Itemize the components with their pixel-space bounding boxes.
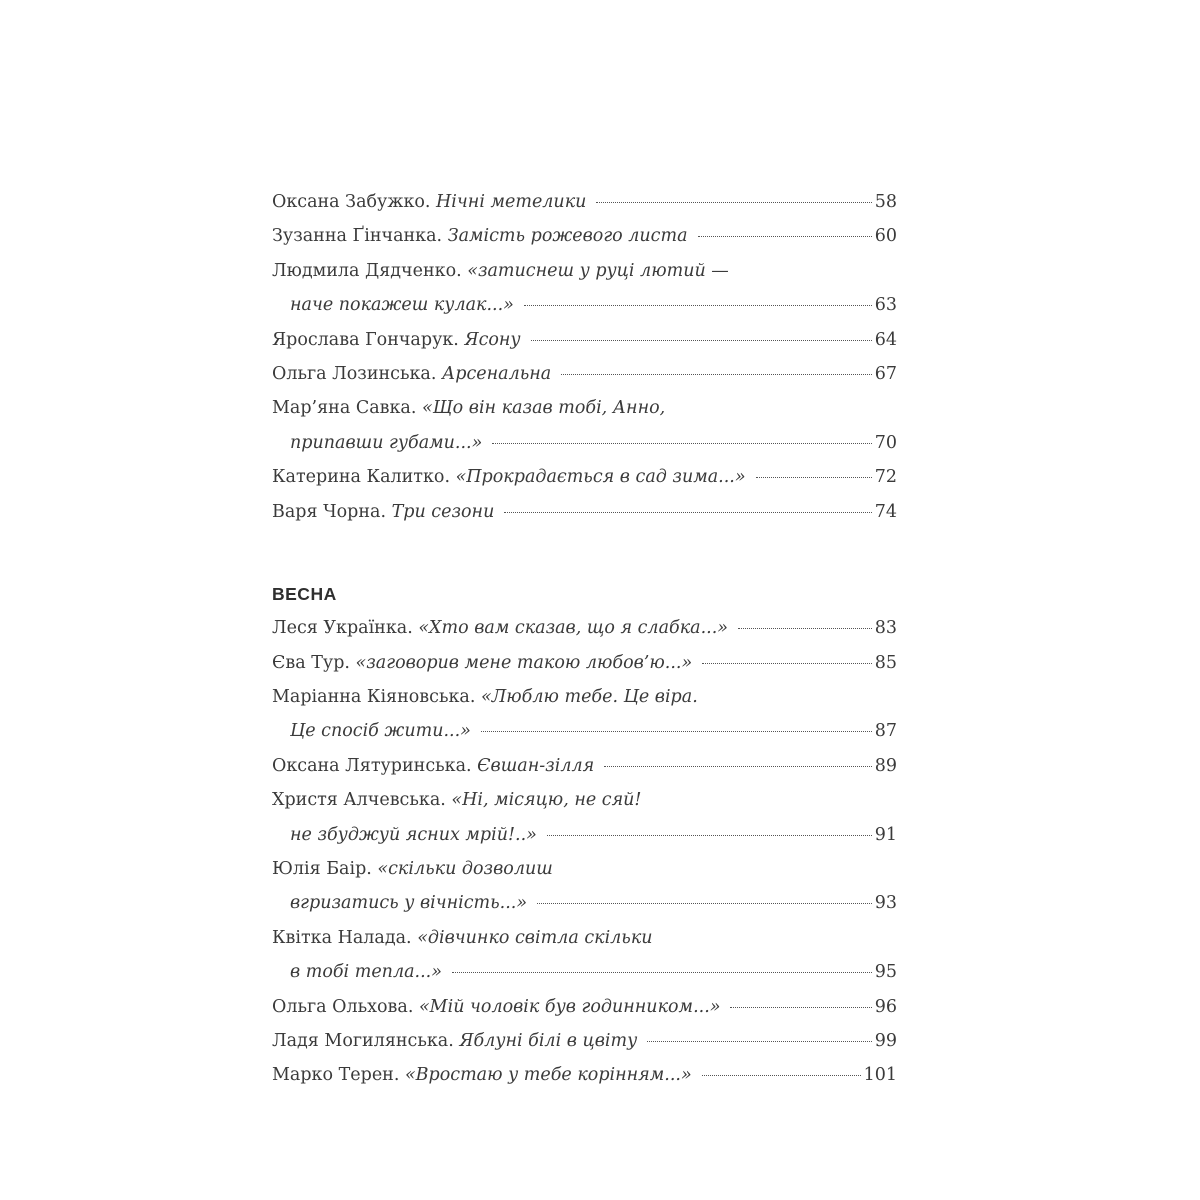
entry-text — [272, 185, 586, 219]
leader-dots — [537, 903, 872, 904]
toc-entry-continuation — [272, 714, 897, 748]
toc-entry — [272, 1024, 897, 1058]
entry-text — [272, 460, 746, 494]
leader-dots — [702, 1075, 861, 1076]
entry-title: «заговорив мене такою любов’ю...» — [355, 652, 693, 673]
entry-author: Маріанна Кіяновська. — [272, 687, 481, 708]
leader-dots — [481, 731, 872, 732]
leader-dots — [604, 766, 872, 767]
entry-author: Оксана Забужко. — [272, 192, 437, 212]
entry-text — [272, 611, 728, 645]
leader-dots — [730, 1007, 871, 1008]
section-heading-vesna: ВЕСНА — [272, 583, 337, 604]
toc-entry — [272, 921, 897, 955]
entry-text — [272, 219, 688, 253]
entry-text — [272, 783, 641, 817]
entry-title: «Ні, місяцю, не сяй! — [451, 790, 642, 811]
leader-dots — [702, 663, 872, 664]
entry-title-continuation: Це спосіб жити...» — [290, 721, 471, 742]
entry-author: Людмила Дядченко. — [272, 260, 468, 281]
entry-text — [272, 1058, 692, 1092]
toc-entry — [272, 323, 897, 357]
leader-dots — [524, 305, 872, 306]
section-spacer — [272, 529, 897, 577]
entry-page-number: 89 — [874, 755, 897, 776]
leader-dots — [647, 1041, 871, 1042]
entry-text — [272, 852, 553, 886]
entry-title: «дівчинко світла скільки — [417, 927, 653, 948]
toc-entry — [272, 391, 897, 425]
entry-text — [272, 254, 729, 288]
toc-entry-continuation — [272, 955, 897, 989]
entry-title: «Люблю тебе. Це віра. — [480, 687, 698, 708]
entry-title: Ясону — [464, 329, 521, 350]
toc-entry — [272, 357, 897, 391]
leader-dots — [492, 443, 871, 444]
entry-author: Ладя Могилянська. — [272, 1030, 460, 1051]
toc-entry — [272, 1058, 897, 1092]
entry-title: «Що він казав тобі, Анно, — [422, 398, 666, 419]
entry-page-number: 87 — [874, 721, 897, 742]
entry-author: Зузанна Ґінчанка. — [272, 226, 448, 247]
entry-text — [272, 921, 653, 955]
toc-entry-continuation — [272, 886, 897, 920]
entry-author: Ольга Ольхова. — [272, 996, 419, 1017]
entry-page-number: 64 — [874, 329, 897, 350]
entry-author: Ярослава Гончарук. — [272, 329, 465, 350]
table-of-contents — [272, 185, 897, 1093]
toc-entry-continuation — [272, 818, 897, 852]
entry-title: Три сезони — [391, 501, 495, 522]
toc-entry — [272, 611, 897, 645]
entry-page-number: 93 — [874, 893, 897, 914]
entry-page-number: 91 — [874, 824, 897, 845]
entry-title-continuation: припавши губами...» — [290, 432, 483, 453]
entry-title-continuation: не збуджуй ясних мрій!..» — [290, 824, 537, 845]
entry-author: Мар’яна Савка. — [272, 398, 422, 419]
entry-page-number: 70 — [874, 432, 897, 453]
entry-page-number: 58 — [874, 192, 897, 212]
entry-author: Оксана Лятуринська. — [272, 755, 478, 776]
toc-entry — [272, 219, 897, 253]
entry-title-continuation: в тобі тепла...» — [290, 962, 442, 983]
entry-page-number: 101 — [863, 1065, 897, 1086]
entry-title: Яблуні білі в цвіту — [459, 1030, 638, 1051]
toc-entry — [272, 646, 897, 680]
entry-page-number: 83 — [874, 618, 897, 639]
entry-text — [272, 990, 720, 1024]
toc-entry — [272, 749, 897, 783]
toc-entry — [272, 495, 897, 529]
leader-dots — [504, 512, 871, 513]
entry-page-number: 85 — [874, 652, 897, 673]
entry-title: «Мій чоловік був годинником...» — [418, 996, 721, 1017]
leader-dots — [756, 477, 872, 478]
toc-entry — [272, 254, 897, 288]
entry-author: Єва Тур. — [272, 652, 356, 673]
entry-text — [272, 357, 551, 391]
entry-page-number: 95 — [874, 962, 897, 983]
leader-dots — [738, 628, 872, 629]
toc-entry — [272, 783, 897, 817]
entry-title-continuation: вгризатись у вічність...» — [290, 893, 528, 914]
entry-author: Катерина Калитко. — [272, 467, 456, 488]
entry-text — [272, 646, 692, 680]
toc-entry — [272, 990, 897, 1024]
entry-title: «Хто вам сказав, що я слабка...» — [418, 618, 728, 639]
entry-author: Варя Чорна. — [272, 501, 392, 522]
entry-author: Марко Терен. — [272, 1065, 405, 1086]
entry-title: Євшан-зілля — [477, 755, 595, 776]
entry-title: Нічні метелики — [436, 192, 587, 212]
toc-entry — [272, 852, 897, 886]
entry-page-number: 72 — [874, 467, 897, 488]
entry-title-continuation: наче покажеш кулак...» — [290, 295, 514, 316]
entry-text — [272, 323, 521, 357]
entry-page-number: 99 — [874, 1030, 897, 1051]
toc-group-1 — [272, 185, 897, 529]
entry-title: «Прокрадається в сад зима...» — [455, 467, 746, 488]
entry-page-number: 96 — [874, 996, 897, 1017]
toc-entry — [272, 185, 897, 219]
toc-group-2 — [272, 611, 897, 1092]
entry-text — [272, 749, 594, 783]
entry-title: «скільки дозволиш — [377, 859, 553, 880]
entry-text — [272, 1024, 637, 1058]
entry-author: Леся Українка. — [272, 618, 419, 639]
toc-entry-continuation — [272, 288, 897, 322]
entry-page-number: 67 — [874, 363, 897, 384]
leader-dots — [547, 835, 872, 836]
leader-dots — [698, 236, 872, 237]
entry-page-number: 74 — [874, 501, 897, 522]
leader-dots — [452, 972, 872, 973]
toc-entry — [272, 460, 897, 494]
leader-dots — [561, 374, 872, 375]
toc-entry — [272, 680, 897, 714]
leader-dots — [531, 340, 872, 341]
entry-text — [272, 680, 698, 714]
entry-author: Юлія Баір. — [272, 859, 378, 880]
toc-entry-continuation — [272, 426, 897, 460]
entry-title: Замість рожевого листа — [447, 226, 688, 247]
entry-author: Ольга Лозинська. — [272, 363, 442, 384]
entry-page-number: 63 — [874, 295, 897, 316]
entry-title: «Вростаю у тебе корінням...» — [404, 1065, 692, 1086]
entry-author: Квітка Налада. — [272, 927, 418, 948]
entry-text — [272, 495, 494, 529]
entry-title: Арсенальна — [442, 363, 552, 384]
leader-dots — [596, 202, 871, 203]
entry-text — [272, 391, 665, 425]
entry-title: «затиснеш у руці лютий — — [467, 260, 729, 281]
entry-page-number: 60 — [874, 226, 897, 247]
entry-author: Христя Алчевська. — [272, 790, 452, 811]
